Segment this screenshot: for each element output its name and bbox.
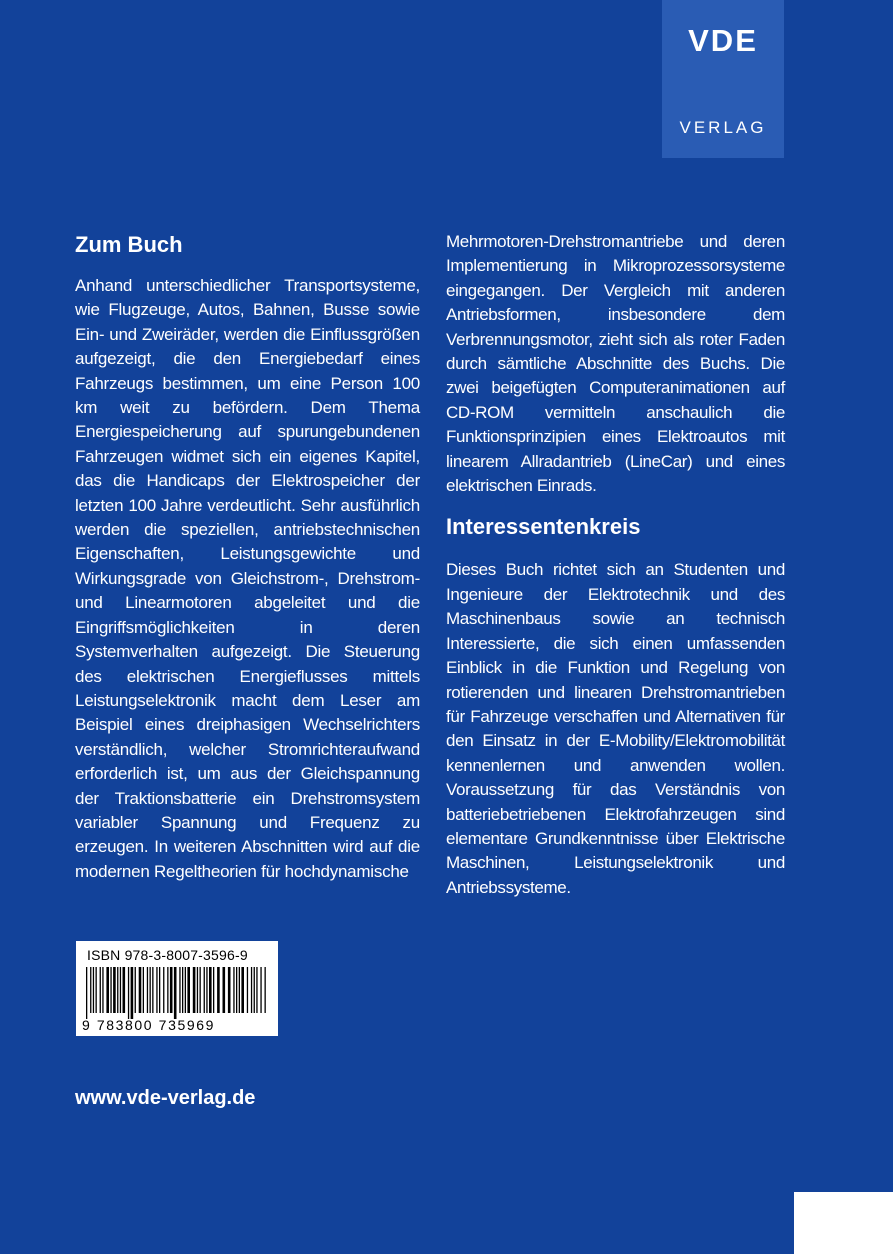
barcode-bar	[167, 967, 168, 1013]
left-column	[75, 230, 420, 884]
barcode-bar	[260, 967, 261, 1013]
corner-block	[794, 1192, 893, 1254]
barcode-bar	[179, 967, 180, 1013]
barcode-bar	[241, 967, 244, 1013]
barcode-bar	[256, 967, 257, 1013]
barcode-bar	[110, 967, 111, 1013]
barcode-bar	[93, 967, 94, 1013]
barcode-bar	[117, 967, 118, 1013]
barcode-bar	[100, 967, 101, 1013]
barcode-bar	[86, 967, 87, 1019]
barcode-bar	[187, 967, 190, 1013]
barcode-bar	[152, 967, 153, 1013]
about-heading: Zum Buch	[75, 232, 183, 257]
barcode-bar	[197, 967, 198, 1013]
barcode-bar	[159, 967, 160, 1013]
barcode-bar	[156, 967, 157, 1013]
barcode-bar	[163, 967, 164, 1013]
barcode-bar	[113, 967, 116, 1013]
audience-heading: Interessentenkreis	[446, 514, 641, 540]
barcode-bar	[106, 967, 109, 1013]
about-text-continuation: Mehrmotoren-Drehstromantriebe und deren Implementierung in Mikroprozessorsysteme eingegangen. Der Vergleich mit anderen Antriebsformen, insbesondere dem Verbrennungsmotor, zieht sich als roter Faden durch sämtliche Abschnitte des Buchs. Die zwei beigefügten Computeranimationen auf CD-ROM vermitteln anschaulich die Funktionsprinzipien eines Elektroautos mit linearem Allradantrieb (LineCar) und eines elektrischen Einrads.	[446, 232, 785, 496]
barcode-bar	[209, 967, 212, 1013]
barcode-bar	[174, 967, 177, 1019]
barcode-bar	[217, 967, 220, 1013]
barcode-bar	[251, 967, 252, 1013]
about-text: Anhand unterschiedlicher Transportsysteme, wie Flugzeuge, Autos, Bahnen, Busse sowie Ein- und Zweiräder, werden die Einflussgrößen aufgezeigt, die den Energiebedarf eines Fahrzeugs bestimmen, um eine Person 100 km weit zu befördern. Dem Thema Energiespeicherung auf spurungebundenen Fahrzeugen widmet sich ein eigenes Kapitel, das die Handicaps der Elektrospeicher der letzten 100 Jahre verdeutlicht. Sehr ausführlich werden die speziellen, antriebstechnischen Eigenschaften, Leistungsgewichte und Wirkungsgrade von Gleichstrom-, Drehstrom- und Linearmotoren abgeleitet und die Eingriffsmöglichkeiten in deren Systemverhalten aufgezeigt. Die Steuerung des elektrischen Energieflusses mittels Leistungselektronik macht dem Leser am Beispiel eines dreiphasigen Wechselrichters verständlich, welcher Stromrichteraufwand erforderlich ist, um aus der Gleichspannung der Traktionsbatterie ein Drehstromsystem variabler Spannung und Frequenz zu erzeugen. In weiteren Abschnitten wird auf die modernen Regeltheorien für hochdynamische	[75, 276, 420, 881]
barcode-bar	[139, 967, 142, 1013]
logo-verlag-text: VERLAG	[679, 118, 767, 137]
barcode-bar	[96, 967, 97, 1013]
right-column	[446, 230, 785, 900]
publisher-logo	[662, 0, 784, 158]
barcode	[76, 941, 278, 1036]
barcode-bar	[135, 967, 136, 1013]
barcode-bar	[204, 967, 205, 1013]
isbn-label: ISBN 978-3-8007-3596-9	[87, 947, 248, 963]
barcode-bar	[206, 967, 207, 1013]
barcode-bar	[233, 967, 234, 1013]
barcode-bars	[86, 967, 268, 1019]
barcode-bar	[120, 967, 121, 1013]
barcode-bar	[213, 967, 214, 1013]
website-url: www.vde-verlag.de	[75, 1087, 256, 1109]
barcode-bar	[239, 967, 240, 1013]
barcode-bar	[236, 967, 237, 1013]
barcode-bar	[185, 967, 186, 1013]
barcode-bar	[147, 967, 148, 1013]
barcode-bar	[223, 967, 226, 1013]
barcode-bar	[200, 967, 201, 1013]
barcode-bar	[247, 967, 248, 1013]
logo-vde-text: VDE	[688, 23, 758, 58]
barcode-bar	[102, 967, 103, 1013]
barcode-digits: 9 783800 735969	[82, 1017, 215, 1033]
barcode-bar	[90, 967, 91, 1013]
barcode-bar	[131, 967, 134, 1019]
barcode-bar	[123, 967, 126, 1013]
barcode-bar	[182, 967, 183, 1013]
barcode-bar	[143, 967, 144, 1013]
barcode-bar	[150, 967, 151, 1013]
barcode-bar	[128, 967, 129, 1019]
barcode-bar	[170, 967, 173, 1013]
barcode-bar	[193, 967, 196, 1013]
barcode-bar	[254, 967, 255, 1013]
barcode-bar	[265, 967, 266, 1013]
audience-text: Dieses Buch richtet sich an Studenten und Ingenieure der Elektrotechnik und des Maschinenbaus sowie an technisch Interessierte, die sich einen umfassenden Einblick in die Funktion und Regelung von rotierenden und linearen Drehstromantrieben für Fahrzeuge verschaffen und Alternativen für den Einsatz in der E-Mobility/Elektromobilität kennenlernen und anwenden wollen. Voraussetzung für das Verständnis von batteriebetriebenen Elektrofahrzeugen sind elementare Grundkenntnisse über Elektrische Maschinen, Leistungselektronik und Antriebssysteme.	[446, 560, 785, 897]
barcode-bar	[228, 967, 231, 1013]
